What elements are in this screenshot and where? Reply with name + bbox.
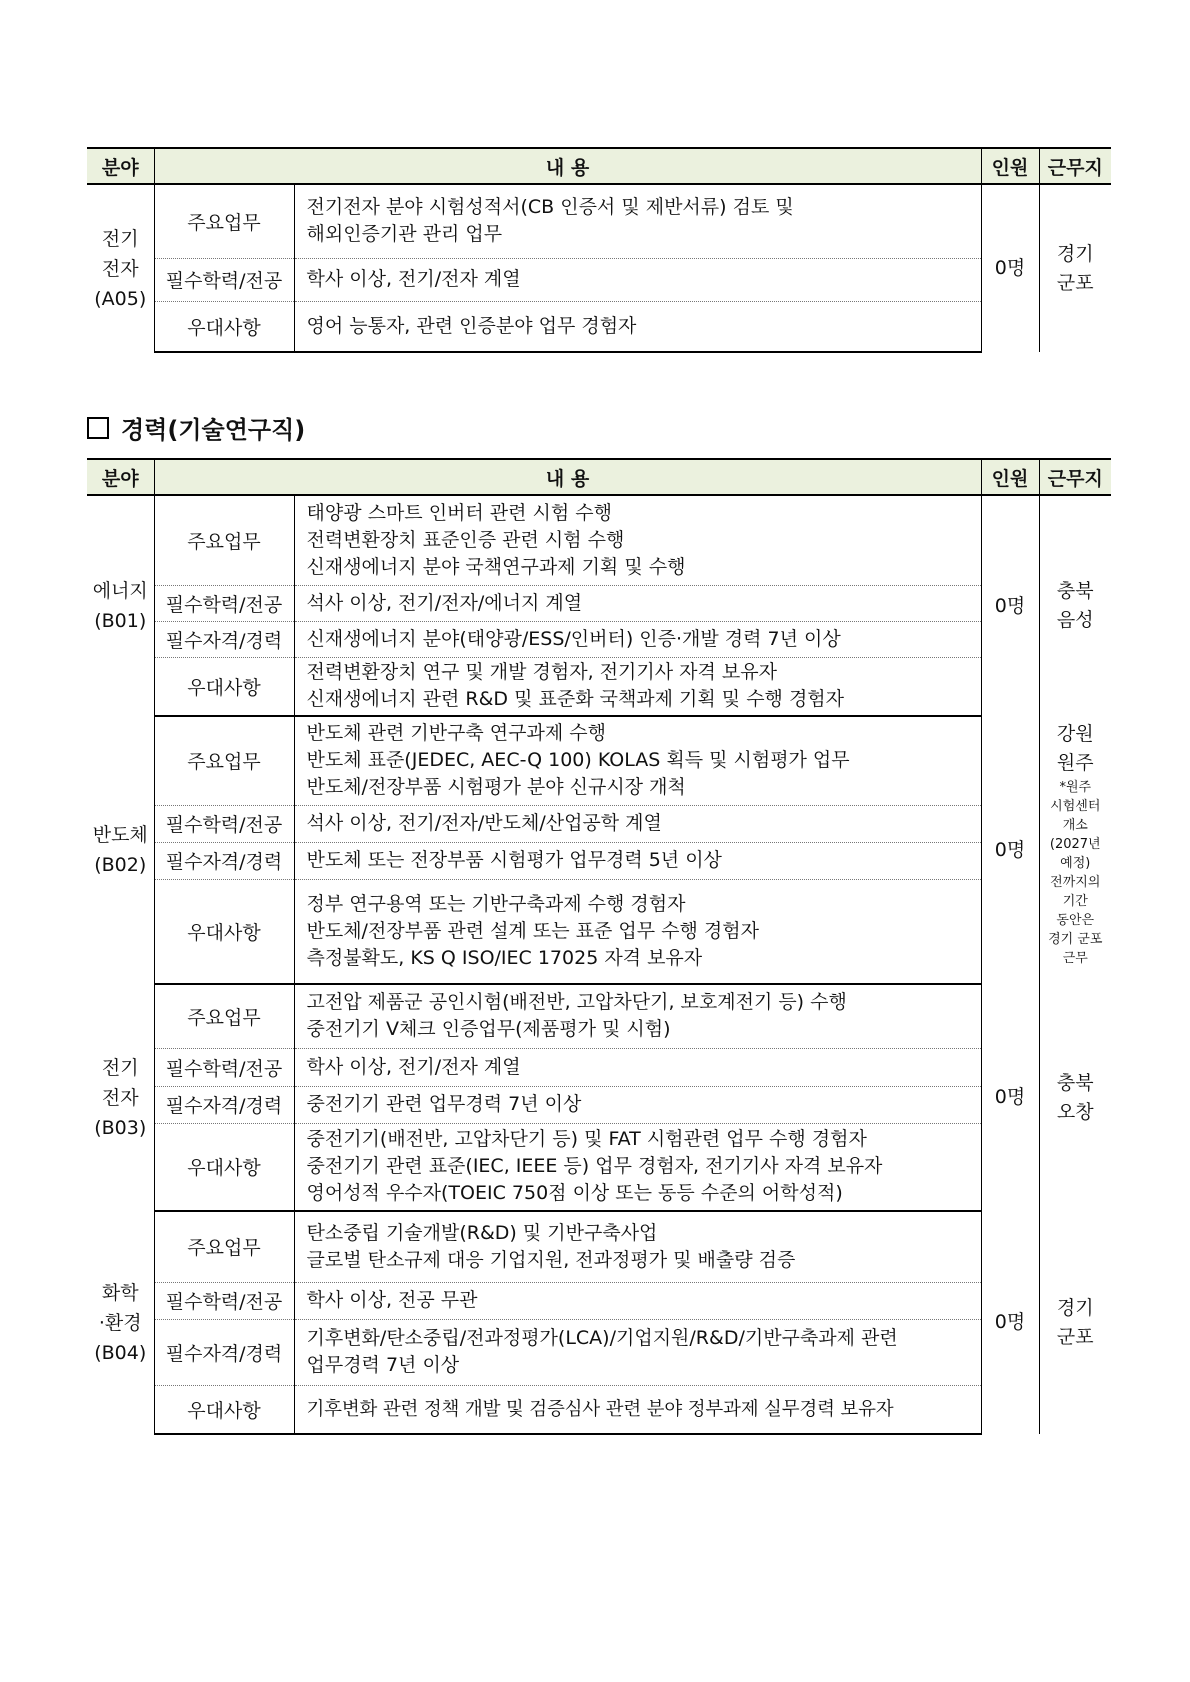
category-cell: 필수자격/경력 [154,1319,294,1385]
table-row [87,879,1111,984]
table-row [87,842,1111,879]
table-row [87,657,1111,716]
content-cell: 석사 이상, 전기/전자/반도체/산업공학 계열 [294,805,981,842]
category-cell: 주요업무 [154,184,294,258]
table-row [87,1211,1111,1282]
header-location: 근무지 [1039,148,1111,184]
field-cell: 에너지 (B01) [92,580,148,632]
category-cell: 필수자격/경력 [154,621,294,657]
content-cell: 중전기기(배전반, 고압차단기 등) 및 FAT 시험관련 업무 수행 경험자 중전기기 관련 표준(IEC, IEEE 등) 업무 경험자, 전기기사 자격 보유자 영어성적 우수자(TOEIC 750점 이상 또는 동등 수준의 어학성적) [294,1123,981,1211]
category-cell: 주요업무 [154,495,294,585]
count-cell: 0명 [981,495,1039,716]
table-row [87,805,1111,842]
content-cell: 학사 이상, 전기/전자 계열 [294,258,981,301]
content-cell: 태양광 스마트 인버터 관련 시험 수행 전력변환장치 표준인증 관련 시험 수행 신재생에너지 분야 국책연구과제 기획 및 수행 [294,495,981,585]
location-cell: 충북 음성 [1039,495,1111,716]
checkbox-square-icon [87,417,109,439]
content-cell: 학사 이상, 전공 무관 [294,1282,981,1319]
content-cell: 학사 이상, 전기/전자 계열 [294,1048,981,1086]
content-cell: 신재생에너지 분야(태양광/ESS/인버터) 인증·개발 경력 7년 이상 [294,621,981,657]
header-field: 분야 [87,459,154,495]
field-cell: 화학 ·환경 (B04) [94,1281,147,1364]
table-row [87,1385,1111,1434]
category-cell: 필수학력/전공 [154,1048,294,1086]
section-heading [87,410,305,445]
table-row [87,716,1111,805]
table-row [87,984,1111,1048]
table-a05 [87,147,1111,353]
content-cell: 중전기기 관련 업무경력 7년 이상 [294,1086,981,1123]
category-cell: 필수자격/경력 [154,842,294,879]
field-cell: 전기 전자 (A05) [94,227,147,310]
table-research [87,458,1111,1435]
header-count: 인원 [981,148,1039,184]
table-row [87,1282,1111,1319]
content-cell: 기후변화 관련 정책 개발 및 검증심사 관련 분야 정부과제 실무경력 보유자 [294,1385,981,1434]
field-cell: 반도체 (B02) [92,824,148,876]
table-row [87,1319,1111,1385]
category-cell: 필수자격/경력 [154,1086,294,1123]
category-cell: 우대사항 [154,1123,294,1211]
content-cell: 영어 능통자, 관련 인증분야 업무 경험자 [294,301,981,352]
category-cell: 필수학력/전공 [154,585,294,621]
content-cell: 반도체 관련 기반구축 연구과제 수행 반도체 표준(JEDEC, AEC-Q 100) KOLAS 획득 및 시험평가 업무 반도체/전장부품 시험평가 분야 신규시장 개척 [294,716,981,805]
table-row [87,184,1111,258]
table-header-row [87,459,1111,495]
category-cell: 우대사항 [154,657,294,716]
table-row [87,1123,1111,1211]
section-heading-text: 경력(기술연구직) [121,416,306,444]
table-row [87,621,1111,657]
category-cell: 필수학력/전공 [154,1282,294,1319]
header-count: 인원 [981,459,1039,495]
header-field: 분야 [87,148,154,184]
count-cell: 0명 [981,1211,1039,1434]
table-row [87,1086,1111,1123]
count-cell: 0명 [981,716,1039,984]
table-row [87,258,1111,301]
location-cell: 강원 원주 *원주 시험센터 개소 (2027년 예정) 전까지의 기간 동안은 경기 군포 근무 [1039,716,1111,984]
location-cell: 충북 오창 [1039,984,1111,1211]
table-row [87,301,1111,352]
header-location: 근무지 [1039,459,1111,495]
content-cell: 전력변환장치 연구 및 개발 경험자, 전기기사 자격 보유자 신재생에너지 관련 R&D 및 표준화 국책과제 기획 및 수행 경험자 [294,657,981,716]
header-content: 내 용 [154,148,981,184]
field-cell: 전기 전자 (B03) [94,1056,147,1139]
table-row [87,585,1111,621]
content-cell: 기후변화/탄소중립/전과정평가(LCA)/기업지원/R&D/기반구축과제 관련 업무경력 7년 이상 [294,1319,981,1385]
content-cell: 탄소중립 기술개발(R&D) 및 기반구축사업 글로벌 탄소규제 대응 기업지원, 전과정평가 및 배출량 검증 [294,1211,981,1282]
category-cell: 우대사항 [154,1385,294,1434]
category-cell: 주요업무 [154,984,294,1048]
table-row [87,1048,1111,1086]
content-cell: 정부 연구용역 또는 기반구축과제 수행 경험자 반도체/전장부품 관련 설계 또는 표준 업무 수행 경험자 측정불확도, KS Q ISO/IEC 17025 자격 보유자 [294,879,981,984]
category-cell: 필수학력/전공 [154,258,294,301]
content-cell: 전기전자 분야 시험성적서(CB 인증서 및 제반서류) 검토 및 해외인증기관 관리 업무 [294,184,981,258]
header-content: 내 용 [154,459,981,495]
category-cell: 우대사항 [154,301,294,352]
count-cell: 0명 [981,184,1039,352]
table-header-row [87,148,1111,184]
category-cell: 주요업무 [154,716,294,805]
category-cell: 주요업무 [154,1211,294,1282]
category-cell: 필수학력/전공 [154,805,294,842]
location-cell: 경기 군포 [1039,1211,1111,1434]
table-row [87,495,1111,585]
location-cell: 경기 군포 [1039,184,1111,352]
content-cell: 석사 이상, 전기/전자/에너지 계열 [294,585,981,621]
content-cell: 고전압 제품군 공인시험(배전반, 고압차단기, 보호계전기 등) 수행 중전기기 V체크 인증업무(제품평가 및 시험) [294,984,981,1048]
content-cell: 반도체 또는 전장부품 시험평가 업무경력 5년 이상 [294,842,981,879]
category-cell: 우대사항 [154,879,294,984]
count-cell: 0명 [981,984,1039,1211]
